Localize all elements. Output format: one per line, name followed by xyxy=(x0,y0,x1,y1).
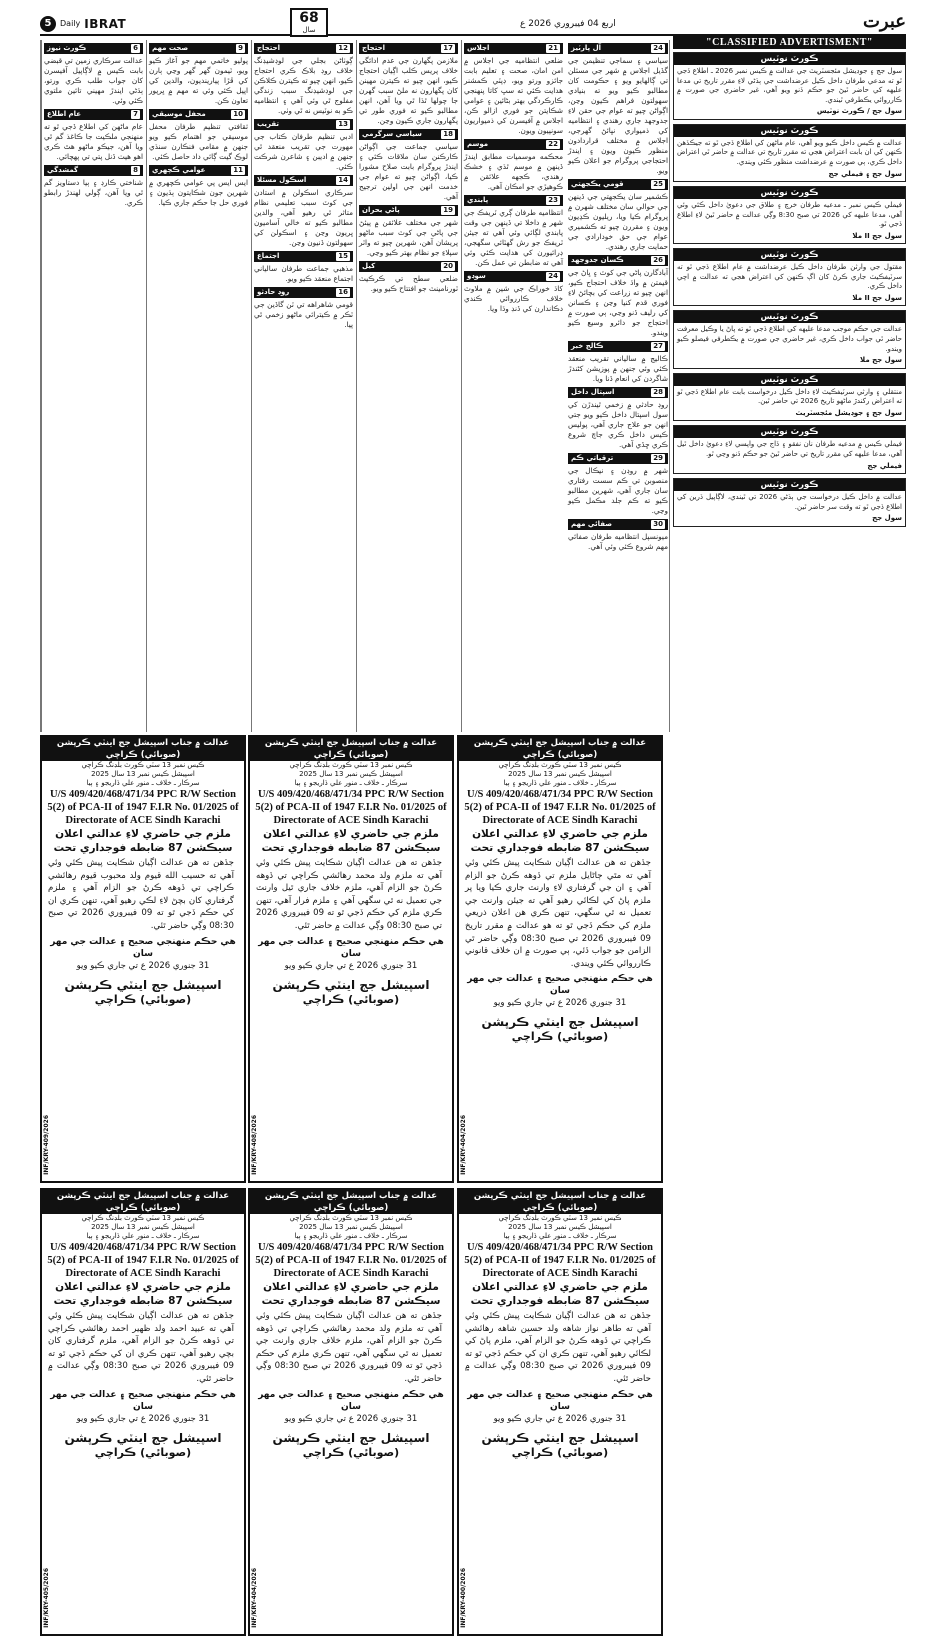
notice-header: عدالت ۾ جناب اسپيشل جج اينٽي ڪرپشن (صوبائي) ڪراچي xyxy=(459,1190,661,1214)
court-notice xyxy=(40,735,246,1183)
story-header xyxy=(359,261,458,272)
notice-law-sections: U/S 409/420/468/471/34 PPC R/W Section 5(2) of PCA-II of 1947 F.I.R No. 01/2025 of Directorate of ACE Sindh Karachi xyxy=(255,1242,447,1279)
story-title: ڪالج خبر xyxy=(571,341,604,350)
story-header xyxy=(254,43,353,54)
story-header xyxy=(44,43,143,54)
story-number: 19 xyxy=(443,205,453,214)
story-text: ايس ايس پي عوامي ڪچهري ۾ شهرين جون شڪايتون ٻڌيون ۽ فوري حل جا حڪم جاري ڪيا. xyxy=(149,178,248,207)
notice-case-number: اسپيشل ڪيس نمبر 13 سال 2025 xyxy=(299,1223,403,1231)
notice-subtitle: سيڪشن 87 ضابطه فوجداري تحت xyxy=(261,1295,441,1307)
story-text: ڳوٺاڻن بجلي جي لوڊشيڊنگ خلاف روڊ بلاڪ ڪري احتجاج ڪيو، انهن چيو ته ڪيترن ڪلاڪن جي لوڊشيڊنگ سبب زندگي مفلوج ٿي وئي آهي ۽ انتظاميه ڪو به نوٽيس نه ٿي وٺي. xyxy=(254,56,353,115)
story-number: 29 xyxy=(653,453,663,462)
notice-signature-office: (صوبائي) ڪراچي xyxy=(511,1030,609,1044)
story-text: عام ماڻهن کي اطلاع ڏجي ٿو ته منهنجي ملڪيت جا ڪاغذ گم ٿي ويا آهن، جيڪو ماڻهو هٿ ڪري اهو هيٺ ڏنل پتي تي پهچائي. xyxy=(44,122,143,161)
story-header xyxy=(568,387,668,398)
story-title: موسم xyxy=(467,139,489,148)
story-header xyxy=(254,175,353,186)
court-notice xyxy=(457,1188,663,1636)
story-text: ضلعي سطح تي ڪرڪيٽ ٽورنامينٽ جو افتتاح ڪيو ويو. xyxy=(359,274,458,293)
ad-footer: سول جج xyxy=(872,514,902,523)
story-text: شهر ۾ روڊن ۽ نيڪال جي منصوبن تي ڪم سست رفتاري سان جاري آهي، شهرين مطالبو ڪيو ته ڪم جلد مڪمل ڪيو وڃي. xyxy=(568,466,668,515)
ad-heading: ڪورٽ نوٽيس xyxy=(674,53,905,65)
story-number: 9 xyxy=(238,43,243,52)
notice-body: جڏهن ته هن عدالت اڳيان شڪايت پيش ڪئي وئي آهي ته مٿي ڄاڻايل ملزم تي ڏوهه ڪرڻ جو الزام آهي ۽ ان جي گرفتاري لاءِ وارنٽ جاري ڪيا ويا پر ملزم پاڻ کي لڪائي رهيو آهي ته جيئن وارنٽ جي تعميل نه ٿي سگهي، تنهن ڪري هن اعلان ذريعي ملزم کي حڪم ڏجي ٿو ته هو عدالت ۾ مقرر تاريخ 09 فيبروري 2026 تي صبح 08:30 وڳي حاضر ٿي الزامن جو جواب ڏئي، ٻي صورت ۾ ان خلاف قانوني ڪارروائي ڪئي ويندي. xyxy=(465,858,652,969)
story-header xyxy=(149,43,248,54)
notice-case-number: اسپيشل ڪيس نمبر 13 سال 2025 xyxy=(508,770,612,778)
story-title: صحت مهم xyxy=(152,43,189,52)
ad-heading: ڪورٽ نوٽيس xyxy=(674,374,905,386)
notice-signature: اسپيشل جج اينٽي ڪرپشن xyxy=(272,1430,430,1445)
ad-footer: سول جج ۽ فيملي جج xyxy=(828,169,902,178)
story-header xyxy=(568,453,668,464)
notice-header: عدالت ۾ جناب اسپيشل جج اينٽي ڪرپشن (صوبائي) ڪراچي xyxy=(459,737,661,761)
notice-case-number: اسپيشل ڪيس نمبر 13 سال 2025 xyxy=(91,1223,195,1231)
ad-heading: ڪورٽ نوٽيس xyxy=(674,479,905,491)
notice-title: ملزم جي حاضري لاءِ عدالتي اعلان xyxy=(55,1281,231,1293)
issue-date: اربع 04 فيبروري 2026 ع xyxy=(520,19,616,29)
news-area xyxy=(40,40,670,732)
story-number: 20 xyxy=(443,261,453,270)
story-title: محفل موسيقي xyxy=(152,109,206,118)
ad-heading: ڪورٽ نوٽيس xyxy=(674,249,905,261)
story-number: 6 xyxy=(133,43,138,52)
page-number: 5 xyxy=(40,16,56,32)
story-title: احتجاج xyxy=(362,43,386,52)
notice-case-number: اسپيشل ڪيس نمبر 13 سال 2025 xyxy=(508,1223,612,1231)
masthead xyxy=(40,10,906,36)
notice-header: عدالت ۾ جناب اسپيشل جج اينٽي ڪرپشن (صوبائي) ڪراچي xyxy=(250,737,452,761)
story-text: ميونسپل انتظاميه طرفان صفائي مهم شروع ڪئي وئي آهي. xyxy=(568,532,668,551)
story-title: روڊ حادثو xyxy=(257,287,290,296)
story-text: کاڌ خوراڪ جي شين ۾ ملاوٽ خلاف ڪارروائي ڪندي دڪاندارن کي ڏنڊ وڌا ويا. xyxy=(464,284,563,313)
story-header xyxy=(359,129,458,140)
story-title: احتجاج xyxy=(257,43,281,52)
ad-body: سول جج ۽ جوڊيشل مئجسٽريٽ جي عدالت ۾ ڪيس نمبر 2026 ـ اطلاع ڏجي ٿو ته مدعي طرفان داخل ڪيل عرضداشت جي ٻڌڻي لاءِ مقرر تاريخ تي مدعا عليهه کي حاضر ٿيڻ جو حڪم ڏنو ويو آهي، غير حاضري جي صورت ۾ ڪارروائي يڪطرفي ٿيندي. xyxy=(677,67,903,104)
classified-ad xyxy=(673,310,906,368)
notice-signature: اسپيشل جج اينٽي ڪرپشن xyxy=(272,977,430,992)
ad-body: عدالت جي حڪم موجب مدعا عليهه کي اطلاع ڏجي ٿو ته پاڻ يا وڪيل معرفت حاضر ٿي جواب داخل ڪري، غير حاضري جي صورت ۾ يڪطرفي فيصلو ڪيو ويندو. xyxy=(677,325,902,353)
story-text: ضلعي انتظاميه جي اجلاس ۾ امن امان، صحت ۽ تعليم بابت جائزو ورتو ويو، ڊپٽي ڪمشنر هدايت ڪئي ته سڀ کاتا پنهنجي ڪارڪردگي بهتر بڻائين ۽ عوامي شڪايتن جو فوري ازالو ڪن، اجلاس ۾ آفيسرن کي ذميواريون سونپيون ويون. xyxy=(464,56,563,135)
ad-body: منتقلي ۽ وارثي سرٽيفڪيٽ لاءِ داخل ڪيل درخواست بابت عام اطلاع ڏجي ٿو ته اعتراض رکندڙ ماڻهو تاريخ 2026 تي حاضر ٿين. xyxy=(677,387,902,406)
notice-order: هي حڪم منهنجي صحيح ۽ عدالت جي مهر سان xyxy=(467,974,653,997)
notice-signature: اسپيشل جج اينٽي ڪرپشن xyxy=(481,1430,639,1445)
story-title: سوڊو xyxy=(467,271,486,280)
ad-footer: سول جج ۽ جوڊيشل مئجسٽريٽ xyxy=(795,408,902,417)
story-text: ادبي تنظيم طرفان ڪتاب جي مهورت جي تقريب منعقد ٿي جنهن ۾ اديبن ۽ شاعرن شرڪت ڪئي. xyxy=(254,132,353,171)
notice-signature-office: (صوبائي) ڪراچي xyxy=(302,992,400,1006)
notice-order: هي حڪم منهنجي صحيح ۽ عدالت جي مهر سان xyxy=(258,936,444,959)
notice-signature-office: (صوبائي) ڪراچي xyxy=(302,1445,400,1459)
news-column xyxy=(146,40,250,732)
notice-issue-date: 31 جنوري 2026 ع تي جاري ڪيو ويو xyxy=(493,1413,627,1424)
notice-issue-date: 31 جنوري 2026 ع تي جاري ڪيو ويو xyxy=(76,960,210,971)
notice-title: ملزم جي حاضري لاءِ عدالتي اعلان xyxy=(263,1281,439,1293)
ad-heading: ڪورٽ نوٽيس xyxy=(674,311,905,323)
story-number: 12 xyxy=(338,43,348,52)
notice-signature: اسپيشل جج اينٽي ڪرپشن xyxy=(481,1015,639,1030)
newspaper-logo: عبرت xyxy=(862,11,906,32)
brand-name: IBRAT xyxy=(84,17,127,31)
notice-address: ڪيس نمبر 13 سٽي ڪورٽ بلڊنگ ڪراچي xyxy=(289,761,413,769)
notice-law-sections: U/S 409/420/468/471/34 PPC R/W Section 5(2) of PCA-II of 1947 F.I.R No. 01/2025 of Directorate of ACE Sindh Karachi xyxy=(47,1242,239,1279)
notice-case-number: اسپيشل ڪيس نمبر 13 سال 2025 xyxy=(299,770,403,778)
story-number: 17 xyxy=(443,43,453,52)
ad-body: فيملي ڪيس ۾ مدعيه طرفان نان نفقو ۽ ڏاج جي واپسي لاءِ دعويٰ داخل ٿيل آهي، مدعا عليهه کي مقرر تاريخ تي حاضر ٿيڻ جو حڪم ڏنو وڃي ٿو. xyxy=(677,440,902,458)
story-number: 25 xyxy=(653,179,663,188)
notice-signature: اسپيشل جج اينٽي ڪرپشن xyxy=(64,1430,222,1445)
story-title: سياسي سرگرمي xyxy=(362,129,422,138)
notice-issue-date: 31 جنوري 2026 ع تي جاري ڪيو ويو xyxy=(493,998,627,1009)
story-number: 22 xyxy=(548,139,558,148)
classified-ad xyxy=(673,425,906,474)
notice-subtitle: سيڪشن 87 ضابطه فوجداري تحت xyxy=(53,842,233,854)
story-text: ثقافتي تنظيم طرفان محفل موسيقي جو اهتمام ڪيو ويو جنهن ۾ مقامي فنڪارن سنڌي لوڪ گيت ڳائي داد حاصل ڪئي. xyxy=(149,122,248,161)
story-header xyxy=(359,43,458,54)
story-number: 15 xyxy=(338,251,348,260)
notice-issue-date: 31 جنوري 2026 ع تي جاري ڪيو ويو xyxy=(284,960,418,971)
story-title: تقريب xyxy=(257,119,280,128)
classified-ad xyxy=(673,124,906,182)
story-header xyxy=(568,341,668,352)
notice-body: جڏهن ته هن عدالت اڳيان شڪايت پيش ڪئي وئي آهي ته طاهر نواز شاهه ولد حسين شاهه رهائشي ڪراچي تي ڏوهه ڪرڻ جو الزام آهي، ملزم پاڻ کي لڪائي رهيو آهي، تنهن ڪري ان کي حڪم ڏجي ٿو ته 09 فيبروري 2026 تي صبح 08:30 وڳي عدالت ۾ حاضر ٿئي. xyxy=(465,1311,652,1384)
story-number: 23 xyxy=(548,195,558,204)
ad-body: فيملي ڪيس نمبر ـ مدعيه طرفان خرچ ۽ طلاق جي دعويٰ داخل ڪئي وئي آهي، مدعا عليهه کي 2026 تي صبح 8:30 وڳي عدالت ۾ حاضر ٿيڻ لاءِ اطلاع ڏجي ٿو. xyxy=(677,201,902,229)
court-notice xyxy=(40,1188,246,1636)
ad-footer: فيملي جج xyxy=(867,461,902,470)
ad-footer: سول جج II ملا xyxy=(852,294,902,303)
year-label: سال xyxy=(302,26,316,34)
notice-header: عدالت ۾ جناب اسپيشل جج اينٽي ڪرپشن (صوبائي) ڪراچي xyxy=(42,737,244,761)
story-header xyxy=(568,179,668,190)
story-header xyxy=(254,287,353,298)
notice-reference: INF/KRY-404/2026 xyxy=(251,1568,258,1628)
story-header xyxy=(568,255,668,266)
daily-label: Daily xyxy=(60,18,81,28)
story-number: 16 xyxy=(338,287,348,296)
story-number: 24 xyxy=(548,271,558,280)
story-text: عدالت سرڪاري زمين تي قبضي بابت ڪيس ۾ لاڳاپيل آفيسرن کان جواب طلب ڪري ورتو، ٻڌڻي ايندڙ مهيني تائين ملتوي ڪئي وئي. xyxy=(44,56,143,105)
story-title: اجتماع xyxy=(257,251,280,260)
notice-body: جڏهن ته هن عدالت اڳيان شڪايت پيش ڪئي وئي آهي ته ملزم ولد محمد رهائشي ڪراچي تي ڏوهه ڪرڻ جو الزام آهي، ملزم خلاف جاري ٿيل وارنٽ جي تعميل نه ٿي سگهي آهي ۽ ملزم فرار آهي، تنهن ڪري ملزم کي حڪم ڏجي ٿو ته 09 فيبروري 2026 تي صبح 08:30 وڳي عدالت ۾ حاضر ٿئي. xyxy=(256,858,442,931)
story-text: محڪمه موسميات مطابق ايندڙ ڏينهن ۾ موسم ٿڌي ۽ خشڪ رهندي، ڪجهه علائقن ۾ ڪوهيڙي جو امڪان آهي. xyxy=(464,152,563,191)
notice-reference: INF/KRY-405/2026 xyxy=(43,1568,50,1628)
story-number: 13 xyxy=(338,119,348,128)
story-title: اجلاس xyxy=(467,43,490,52)
story-text: آبادگارن پاڻي جي کوٽ ۽ ڀاڻ جي قيمتن ۾ واڌ خلاف احتجاج ڪيو، انهن چيو ته زراعت کي بچائڻ لاءِ فوري قدم کنيا وڃن ۽ ڪسانن کي رليف ڏنو وڃي، ٻي صورت ۾ احتجاج جو دائرو وسيع ڪيو ويندو. xyxy=(568,268,668,337)
notice-order: هي حڪم منهنجي صحيح ۽ عدالت جي مهر سان xyxy=(50,936,236,959)
notice-parties: سرڪار ـ خلاف ـ منور علي ڏاريجو ۽ ٻيا xyxy=(294,1232,408,1240)
notice-reference: INF/KRY-400/2026 xyxy=(460,1568,467,1628)
story-text: شهر جي مختلف علائقن ۾ پيئڻ جي پاڻي جي کوٽ سبب ماڻهو پريشان آهن، شهرين چيو ته واٽر سپلاءِ جو نظام بهتر ڪيو وڃي. xyxy=(359,218,458,257)
notice-signature-office: (صوبائي) ڪراچي xyxy=(94,992,192,1006)
classified-ad xyxy=(673,186,906,244)
news-column xyxy=(566,40,670,732)
notice-law-sections: U/S 409/420/468/471/34 PPC R/W Section 5(2) of PCA-II of 1947 F.I.R No. 01/2025 of Directorate of ACE Sindh Karachi xyxy=(464,789,656,826)
ad-footer: سول جج II ملا xyxy=(852,231,902,240)
story-title: صفائي مهم xyxy=(571,519,613,528)
story-title: پاڻي بحران xyxy=(362,205,400,214)
notice-reference: INF/KRY-409/2026 xyxy=(43,1115,50,1175)
news-column xyxy=(461,40,565,732)
notice-reference: INF/KRY-408/2026 xyxy=(251,1115,258,1175)
story-title: ترقياتي ڪم xyxy=(571,453,614,462)
story-number: 14 xyxy=(338,175,348,184)
ad-body: عدالت ۾ ڪيس داخل ڪيو ويو آهي، عام ماڻهن کي اطلاع ڏجي ٿو ته جيڪڏهن ڪنهن کي ان بابت اعتراض هجي ته مقرر تاريخ تي عدالت ۾ حاضر ٿي اعتراض داخل ڪري، ٻي صورت ۾ عرضداشت منظور ڪئي ويندي. xyxy=(676,138,902,166)
notice-title: ملزم جي حاضري لاءِ عدالتي اعلان xyxy=(263,828,439,840)
notice-subtitle: سيڪشن 87 ضابطه فوجداري تحت xyxy=(470,842,650,854)
notice-parties: سرڪار ـ خلاف ـ منور علي ڏاريجو ۽ ٻيا xyxy=(86,779,200,787)
story-number: 28 xyxy=(653,387,663,396)
ad-body: عدالت ۾ داخل ڪيل درخواست جي ٻڌڻي 2026 تي ٿيندي، لاڳاپيل ڌرين کي اطلاع ڏجي ٿو ته وقت سر حاضر ٿين. xyxy=(677,492,902,511)
masthead-left xyxy=(40,16,126,32)
story-number: 24 xyxy=(653,43,663,52)
year-number: 68 xyxy=(299,10,319,26)
court-notice xyxy=(248,735,454,1183)
story-header xyxy=(44,109,143,120)
ad-body: مقتول جي وارثن طرفان داخل ڪيل عرضداشت ۾ عام اطلاع ڏجي ٿو ته سرٽيفڪيٽ جاري ڪرڻ کان اڳ ڪنهن کي اعتراض هجي ته عدالت ۾ اچي داخل ڪري. xyxy=(677,263,902,291)
story-text: سرڪاري اسڪولن ۾ استادن جي کوٽ سبب تعليمي نظام متاثر ٿي رهيو آهي، والدين مطالبو ڪيو ته خالي آساميون ڀريون وڃن ۽ اسڪولن کي سهولتون ڏنيون وڃن. xyxy=(254,188,353,247)
notice-title: ملزم جي حاضري لاءِ عدالتي اعلان xyxy=(472,1281,648,1293)
story-number: 7 xyxy=(133,109,138,118)
notice-header: عدالت ۾ جناب اسپيشل جج اينٽي ڪرپشن (صوبائي) ڪراچي xyxy=(250,1190,452,1214)
story-number: 18 xyxy=(443,129,453,138)
notice-body: جڏهن ته هن عدالت اڳيان شڪايت پيش ڪئي وئي آهي ته عبيد احمد ولد ظهير احمد رهائشي ڪراچي تي ڏوهه ڪرڻ جو الزام آهي، ملزم گرفتاري کان بچي رهيو آهي، تنهن ڪري ان کي حڪم ڏجي ٿو ته 09 فيبروري 2026 تي صبح 08:30 وڳي عدالت ۾ حاضر ٿئي. xyxy=(48,1311,235,1384)
notice-address: ڪيس نمبر 13 سٽي ڪورٽ بلڊنگ ڪراچي xyxy=(81,761,205,769)
story-number: 26 xyxy=(653,255,663,264)
notice-address: ڪيس نمبر 13 سٽي ڪورٽ بلڊنگ ڪراچي xyxy=(498,1214,622,1222)
story-header xyxy=(568,519,668,530)
notice-law-sections: U/S 409/420/468/471/34 PPC R/W Section 5(2) of PCA-II of 1947 F.I.R No. 01/2025 of Directorate of ACE Sindh Karachi xyxy=(47,789,239,826)
story-text: انتظاميه طرفان ڳري ٽريفڪ جي شهر ۾ داخلا تي ڏينهن جي وقت پابندي لڳائي وئي آهي ته جيئن ٽريفڪ جو رش گهٽائي سگهجي، ڊرائيورن کي هدايت ڪئي وئي آهي ته ضابطن تي عمل ڪن. xyxy=(464,208,563,267)
notice-parties: سرڪار ـ خلاف ـ منور علي ڏاريجو ۽ ٻيا xyxy=(503,779,617,787)
story-text: روڊ حادثي ۾ زخمي ٿيندڙن کي سول اسپتال داخل ڪيو ويو جتي انهن جو علاج جاري آهي، پوليس ڪيس داخل ڪري جاچ شروع ڪري ڇڏي آهي. xyxy=(568,400,668,449)
story-text: مذهبي جماعت طرفان سالياني اجتماع منعقد ڪيو ويو. xyxy=(254,264,353,283)
story-title: کيل xyxy=(362,261,376,270)
notice-issue-date: 31 جنوري 2026 ع تي جاري ڪيو ويو xyxy=(284,1413,418,1424)
notice-address: ڪيس نمبر 13 سٽي ڪورٽ بلڊنگ ڪراچي xyxy=(81,1214,205,1222)
classified-ad xyxy=(673,373,906,422)
notice-parties: سرڪار ـ خلاف ـ منور علي ڏاريجو ۽ ٻيا xyxy=(503,1232,617,1240)
story-text: سياسي ۽ سماجي تنظيمن جي گڏيل اجلاس ۾ شهر جي مسئلن تي ڳالهايو ويو ۽ حڪومت کان مطالبو ڪيو ويو ته بنيادي سهولتون فراهم ڪيون وڃن، اڳواڻن چيو ته عوام جي حقن لاءِ جدوجهد جاري رهندي ۽ انتظاميه کي ذميواري نڀائڻ گهرجي، اجلاس ۾ مختلف قراردادون منظور ڪيون ويون ۽ ايندڙ احتجاجي پروگرام جو اعلان ڪيو ويو. xyxy=(568,56,668,175)
story-text: شناختي ڪارڊ ۽ ٻيا دستاويز گم ٿي ويا آهن، ڳولي لهندڙ رابطو ڪري. xyxy=(44,178,143,207)
notice-header: عدالت ۾ جناب اسپيشل جج اينٽي ڪرپشن (صوبائي) ڪراچي xyxy=(42,1190,244,1214)
notice-signature-office: (صوبائي) ڪراچي xyxy=(94,1445,192,1459)
notice-address: ڪيس نمبر 13 سٽي ڪورٽ بلڊنگ ڪراچي xyxy=(289,1214,413,1222)
court-notice xyxy=(248,1188,454,1636)
story-text: سياسي جماعت جي اڳواڻن ڪارڪنن سان ملاقات ڪئي ۽ ايندڙ پروگرام بابت صلاح مشورا ڪيا، اڳواڻن چيو ته عوام جي خدمت انهن جي اولين ترجيح آهي. xyxy=(359,142,458,201)
story-title: اسڪول مسئلا xyxy=(257,175,307,184)
story-number: 21 xyxy=(548,43,558,52)
story-title: اسپتال داخل xyxy=(571,387,615,396)
story-title: آل پارٽيز xyxy=(571,43,602,52)
story-header xyxy=(254,119,353,130)
notice-subtitle: سيڪشن 87 ضابطه فوجداري تحت xyxy=(53,1295,233,1307)
classified-ad xyxy=(673,248,906,306)
story-header xyxy=(464,195,563,206)
notice-address: ڪيس نمبر 13 سٽي ڪورٽ بلڊنگ ڪراچي xyxy=(498,761,622,769)
story-number: 8 xyxy=(133,165,138,174)
notice-title: ملزم جي حاضري لاءِ عدالتي اعلان xyxy=(472,828,648,840)
notice-body: جڏهن ته هن عدالت اڳيان شڪايت پيش ڪئي وئي آهي ته ملزم ولد محمد رهائشي ڪراچي تي ڏوهه ڪرڻ جو الزام آهي، ملزم خلاف جاري وارنٽ جي تعميل نه ٿي سگهي آهي، تنهن ڪري ملزم کي حڪم ڏجي ٿو ته 09 فيبروري 2026 تي صبح 08:30 وڳي حاضر ٿئي. xyxy=(256,1311,442,1384)
story-title: ڪسان جدوجهد xyxy=(571,255,624,264)
story-number: 27 xyxy=(653,341,663,350)
notice-subtitle: سيڪشن 87 ضابطه فوجداري تحت xyxy=(470,1295,650,1307)
classified-banner: "CLASSIFIED ADVERTISMENT" xyxy=(673,36,906,49)
ad-footer: سول جج ملا xyxy=(860,356,902,365)
notice-parties: سرڪار ـ خلاف ـ منور علي ڏاريجو ۽ ٻيا xyxy=(86,1232,200,1240)
notice-signature-office: (صوبائي) ڪراچي xyxy=(511,1445,609,1459)
notice-order: هي حڪم منهنجي صحيح ۽ عدالت جي مهر سان xyxy=(258,1389,444,1412)
story-header xyxy=(568,43,668,54)
notice-law-sections: U/S 409/420/468/471/34 PPC R/W Section 5(2) of PCA-II of 1947 F.I.R No. 01/2025 of Directorate of ACE Sindh Karachi xyxy=(464,1242,656,1279)
story-header xyxy=(464,271,563,282)
notice-order: هي حڪم منهنجي صحيح ۽ عدالت جي مهر سان xyxy=(50,1389,236,1412)
news-column xyxy=(251,40,355,732)
notice-parties: سرڪار ـ خلاف ـ منور علي ڏاريجو ۽ ٻيا xyxy=(294,779,408,787)
story-title: عام اطلاع xyxy=(47,109,82,118)
story-header xyxy=(44,165,143,176)
notice-case-number: اسپيشل ڪيس نمبر 13 سال 2025 xyxy=(91,770,195,778)
story-text: پوليو خاتمي مهم جو آغاز ڪيو ويو، ٽيمون گهر گهر وڃي ٻارن کي ڦڙا پيارينديون، والدين کي اپيل ڪئي وئي ته مهم ۾ ڀرپور تعاون ڪن. xyxy=(149,56,248,105)
story-header xyxy=(359,205,458,216)
story-title: عوامي ڪچهري xyxy=(152,165,206,174)
notice-issue-date: 31 جنوري 2026 ع تي جاري ڪيو ويو xyxy=(76,1413,210,1424)
ad-heading: ڪورٽ نوٽيس xyxy=(674,125,905,137)
story-text: ڪشمير سان يڪجهتي جي ڏينهن جي حوالي سان مختلف شهرن ۾ پروگرام ڪيا ويا، ريليون ڪڍيون ويون ۽ مقررن چيو ته ڪشميري عوام جي حق خودارادي جي حمايت جاري رهندي. xyxy=(568,192,668,251)
ad-heading: ڪورٽ نوٽيس xyxy=(674,426,905,438)
story-header xyxy=(149,165,248,176)
story-title: پابندي xyxy=(467,195,489,204)
story-number: 30 xyxy=(653,519,663,528)
story-text: ملازمن پگهارن جي عدم ادائگي خلاف پريس ڪلب اڳيان احتجاج ڪيو، انهن چيو ته ڪيترن مهينن کان پگهارون نه ملڻ سبب گهرن جا چولها ٿڌا ٿي ويا آهن، انهن مطالبو ڪيو ته فوري طور تي پگهارون جاري ڪيون وڃن. xyxy=(359,56,458,125)
story-header xyxy=(464,43,563,54)
year-badge xyxy=(290,8,328,37)
notice-signature: اسپيشل جج اينٽي ڪرپشن xyxy=(64,977,222,992)
story-header xyxy=(254,251,353,262)
ad-footer: سول جج / ڪورٽ نوٽيس xyxy=(816,107,902,116)
story-title: قومي يڪجهتي xyxy=(571,179,624,188)
story-text: قومي شاهراهه تي ٽن گاڏين جي ٽڪر ۾ ڪيترائي ماڻهو زخمي ٿي پيا. xyxy=(254,300,353,329)
story-title: گمشدگي xyxy=(47,165,79,174)
notice-title: ملزم جي حاضري لاءِ عدالتي اعلان xyxy=(55,828,231,840)
ad-heading: ڪورٽ نوٽيس xyxy=(674,187,905,199)
notice-reference: INF/KRY-404/2026 xyxy=(460,1115,467,1175)
court-notice xyxy=(457,735,663,1183)
story-number: 11 xyxy=(233,165,243,174)
notice-subtitle: سيڪشن 87 ضابطه فوجداري تحت xyxy=(261,842,441,854)
news-column xyxy=(41,40,145,732)
story-title: ڪورٽ نيوز xyxy=(47,43,87,52)
classified-column xyxy=(673,52,906,1642)
news-column xyxy=(356,40,460,732)
story-header xyxy=(149,109,248,120)
story-number: 10 xyxy=(233,109,243,118)
story-header xyxy=(464,139,563,150)
notice-law-sections: U/S 409/420/468/471/34 PPC R/W Section 5(2) of PCA-II of 1947 F.I.R No. 01/2025 of Directorate of ACE Sindh Karachi xyxy=(255,789,447,826)
classified-ad xyxy=(673,52,906,120)
notice-order: هي حڪم منهنجي صحيح ۽ عدالت جي مهر سان xyxy=(467,1389,653,1412)
story-text: ڪاليج ۾ سالياني تقريب منعقد ڪئي وئي جنهن ۾ پوزيشن کڻندڙ شاگردن کي انعام ڏنا ويا. xyxy=(568,354,668,383)
notice-body: جڏهن ته هن عدالت اڳيان شڪايت پيش ڪئي وئي آهي ته حسيب الله قيوم ولد محبوب قيوم رهائشي ڪراچي تي ڏوهه ڪرڻ جو الزام آهي ۽ ملزم گرفتاري کان بچڻ لاءِ لڪي رهيو آهي، تنهن ڪري ان کي حڪم ڏجي ٿو ته 09 فيبروري 2026 تي صبح 08:30 وڳي حاضر ٿئي. xyxy=(48,858,234,931)
classified-ad xyxy=(673,478,906,527)
